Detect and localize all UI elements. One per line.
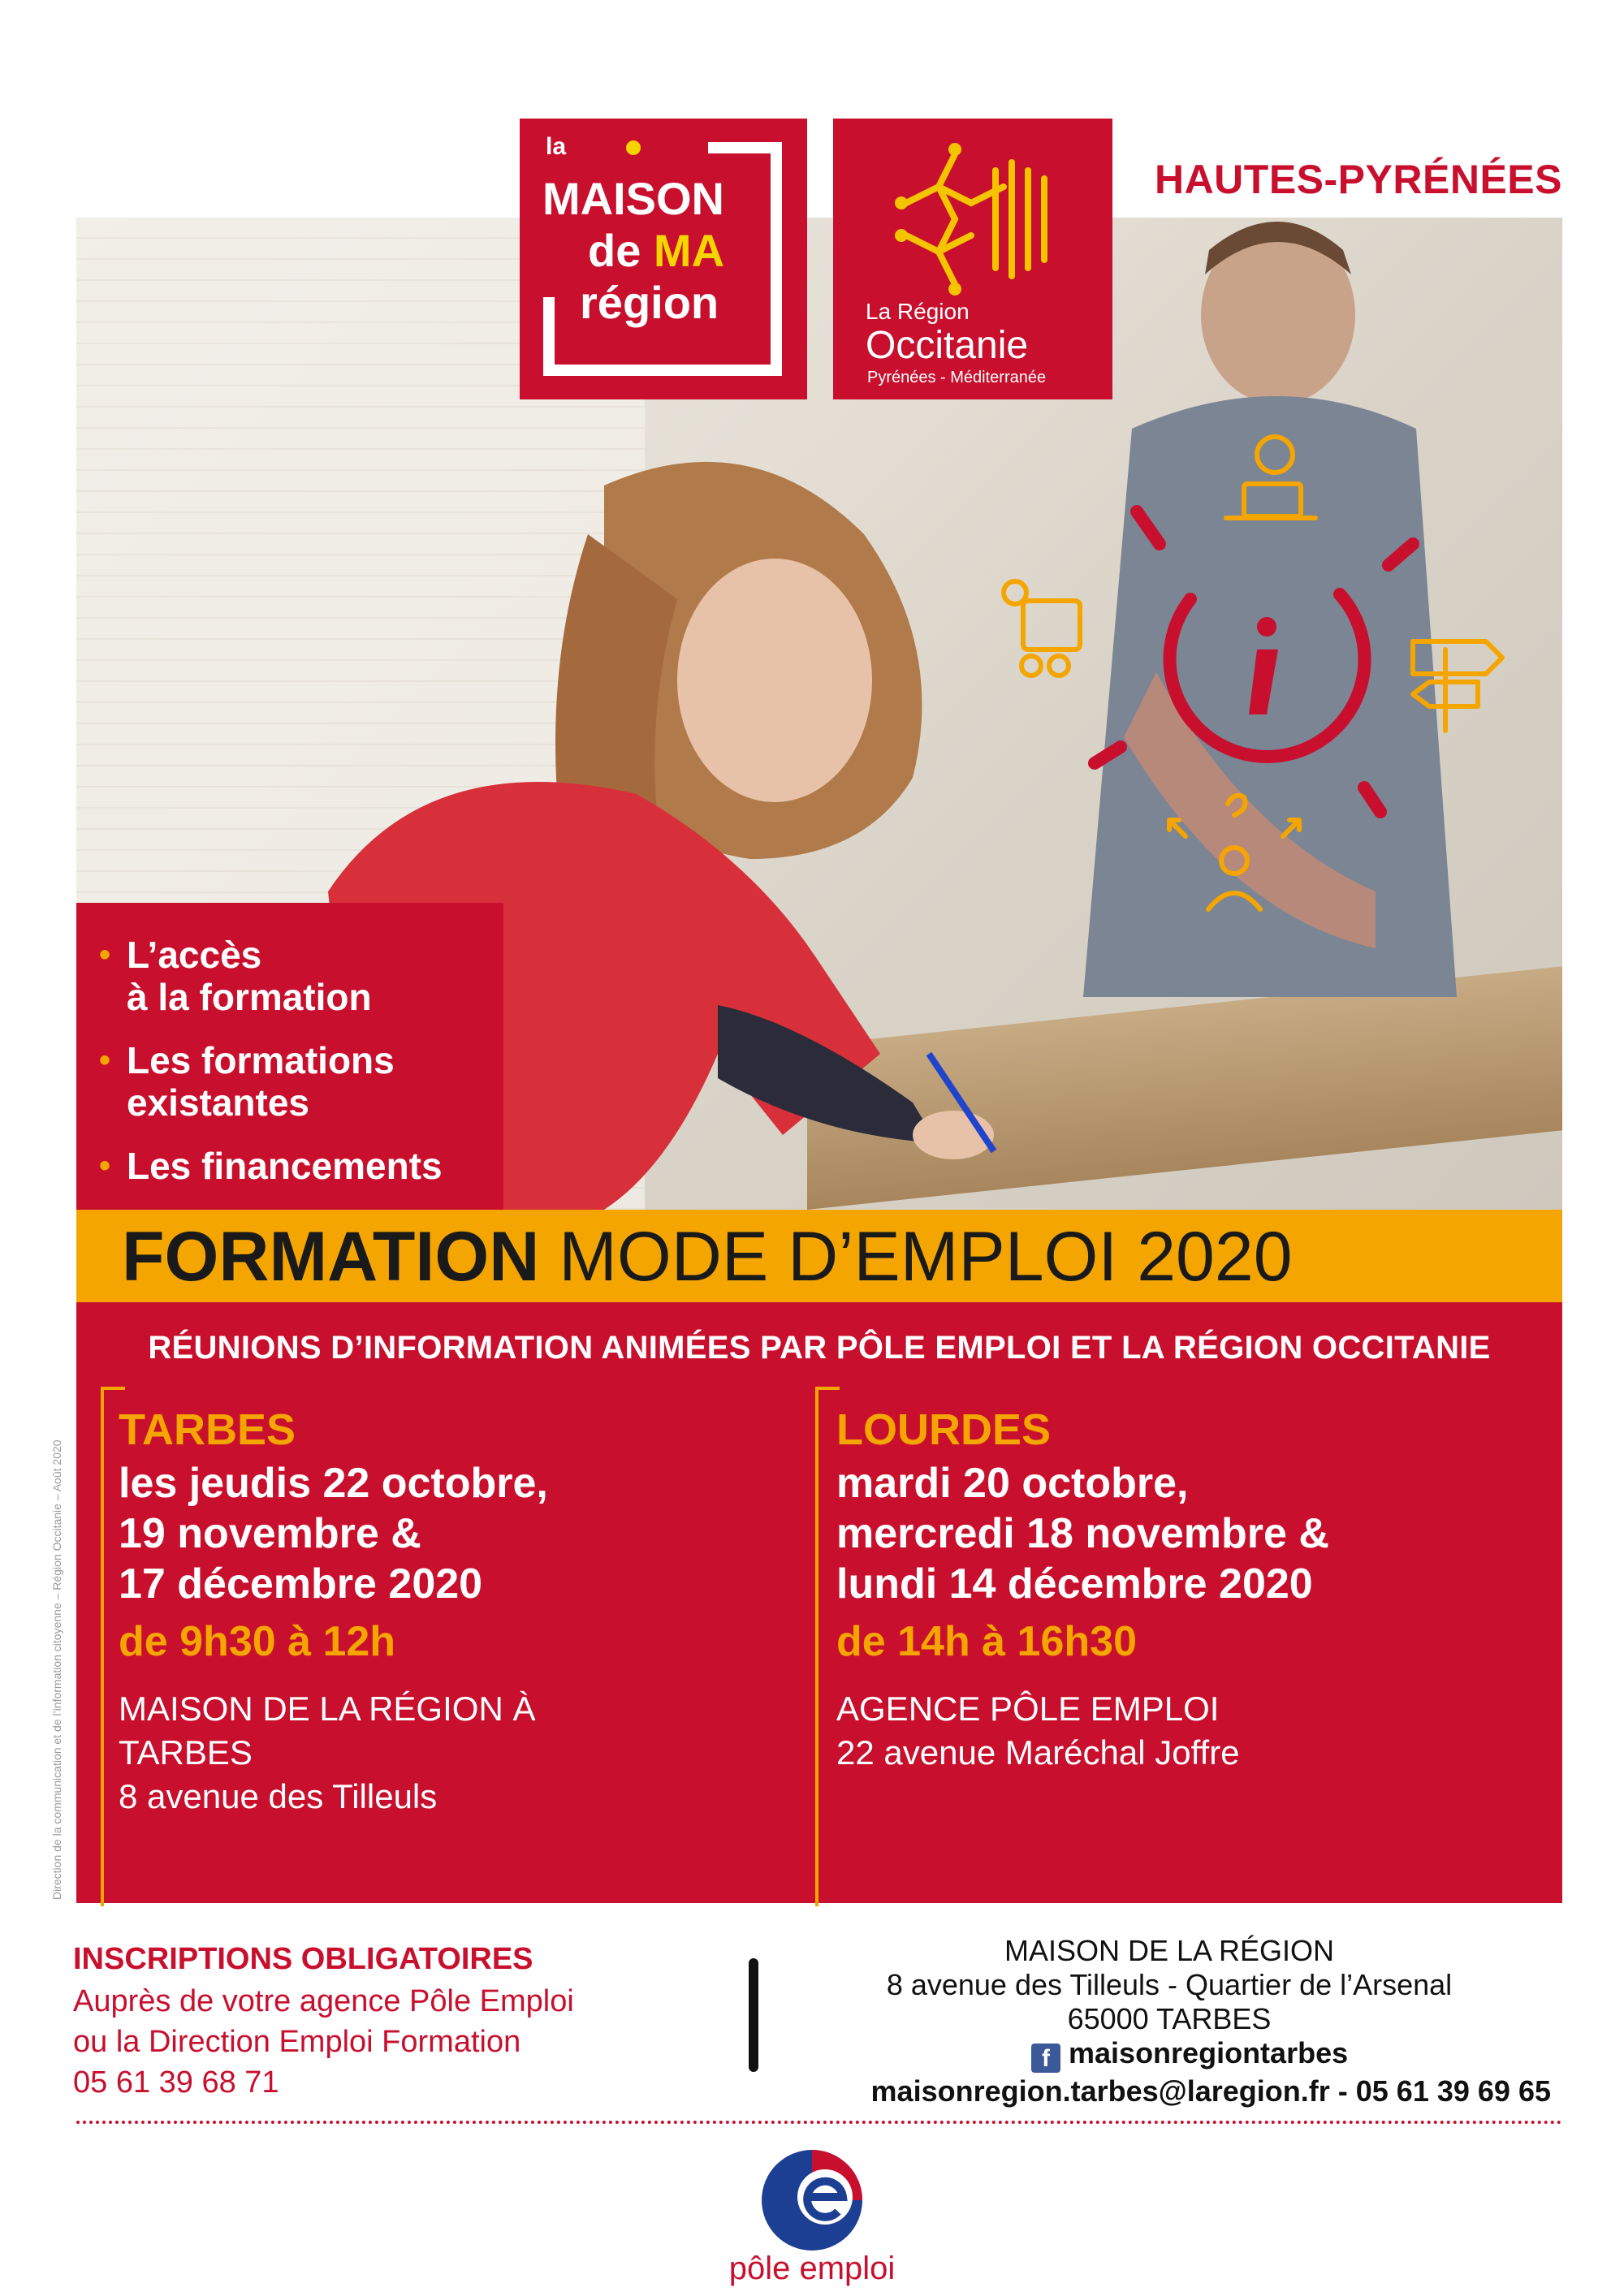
lourdes-bracket-top	[815, 1387, 840, 1390]
title-bold: FORMATION	[122, 1218, 540, 1296]
maison-de-ma-region-logo	[520, 119, 807, 399]
session-address: AGENCE PÔLE EMPLOI 22 avenue Maréchal Joffre	[836, 1690, 1240, 1772]
occitan-cross-icon	[890, 130, 1069, 300]
session-city: TARBES	[119, 1405, 296, 1454]
pole-emploi-logo-icon	[755, 2143, 869, 2257]
maison-logo-region: région	[580, 277, 719, 328]
contact-street: 8 avenue des Tilleuls - Quartier de l’Arsenal	[886, 1968, 1453, 2001]
inscriptions-title: INSCRIPTIONS OBLIGATOIRES	[73, 1942, 533, 1976]
inscriptions-phone[interactable]: 05 61 39 68 71	[73, 2065, 279, 2100]
department-label: HAUTES-PYRÉNÉES	[1154, 157, 1562, 202]
maison-logo-maison: MAISON	[542, 173, 724, 224]
panel-subtitle: RÉUNIONS D’INFORMATION ANIMÉES PAR PÔLE EMPLOI ET LA RÉGION OCCITANIE	[148, 1330, 1491, 1366]
topics-box: • L’accès à la formation • Les formations existantes • Les financements	[76, 903, 503, 1211]
session-dates: les jeudis 22 octobre, 19 novembre & 17 décembre 2020	[119, 1460, 548, 1608]
inscriptions-line-2: ou la Direction Emploi Formation	[73, 2025, 521, 2059]
info-icon-cluster	[991, 422, 1543, 926]
contact-email-phone[interactable]: maisonregion.tarbes@laregion.fr - 05 61 39 69 65	[870, 2074, 1551, 2108]
bullet-dot-icon: •	[99, 1148, 111, 1184]
page-title	[122, 1218, 1293, 1296]
contact-name: MAISON DE LA RÉGION	[1004, 1934, 1335, 1967]
session-lourdes	[836, 1405, 1551, 1775]
session-tarbes	[119, 1405, 784, 1819]
credit-line: Direction de la communication et de l’information citoyenne – Région Occitanie – Août 2020	[50, 1439, 63, 1900]
maison-logo-la: la	[546, 133, 567, 160]
tarbes-bracket-top	[101, 1387, 125, 1390]
region-occitanie-logo	[833, 119, 1112, 399]
occitanie-logo-la-region: La Région	[866, 299, 970, 324]
title-light: MODE D’EMPLOI 2020	[559, 1218, 1293, 1296]
info-i-icon	[1249, 617, 1278, 714]
footer-separator	[749, 1958, 758, 2072]
footer-dotted-divider	[76, 2121, 1562, 2124]
maison-logo-de: de	[588, 225, 641, 276]
contact-facebook[interactable]	[1031, 2036, 1551, 2073]
bullet-dot-icon: •	[99, 1042, 111, 1078]
bullet-dot-icon: •	[99, 937, 111, 973]
session-city: LOURDES	[836, 1405, 1052, 1454]
facebook-handle: maisonregiontarbes	[1069, 2036, 1349, 2069]
inscriptions-line-1: Auprès de votre agence Pôle Emploi	[73, 1984, 574, 2018]
contact-city: 65000 TARBES	[1067, 2002, 1272, 2035]
session-hours: de 9h30 à 12h	[119, 1618, 396, 1665]
lourdes-bracket	[815, 1387, 818, 1906]
session-dates: mardi 20 octobre, mercredi 18 novembre & lundi 14 décembre 2020	[836, 1460, 1329, 1608]
occitanie-logo-name: Occitanie	[866, 324, 1029, 367]
facebook-icon: f	[1031, 2044, 1060, 2073]
maison-logo-ma: MA	[653, 225, 725, 276]
occitanie-logo-tagline: Pyrénées - Méditerranée	[867, 369, 1047, 386]
session-hours: de 14h à 16h30	[836, 1618, 1137, 1665]
session-address: MAISON DE LA RÉGION À TARBES 8 avenue des Tilleuls	[119, 1690, 536, 1815]
pole-emploi-wordmark: pôle emploi	[728, 2251, 896, 2286]
